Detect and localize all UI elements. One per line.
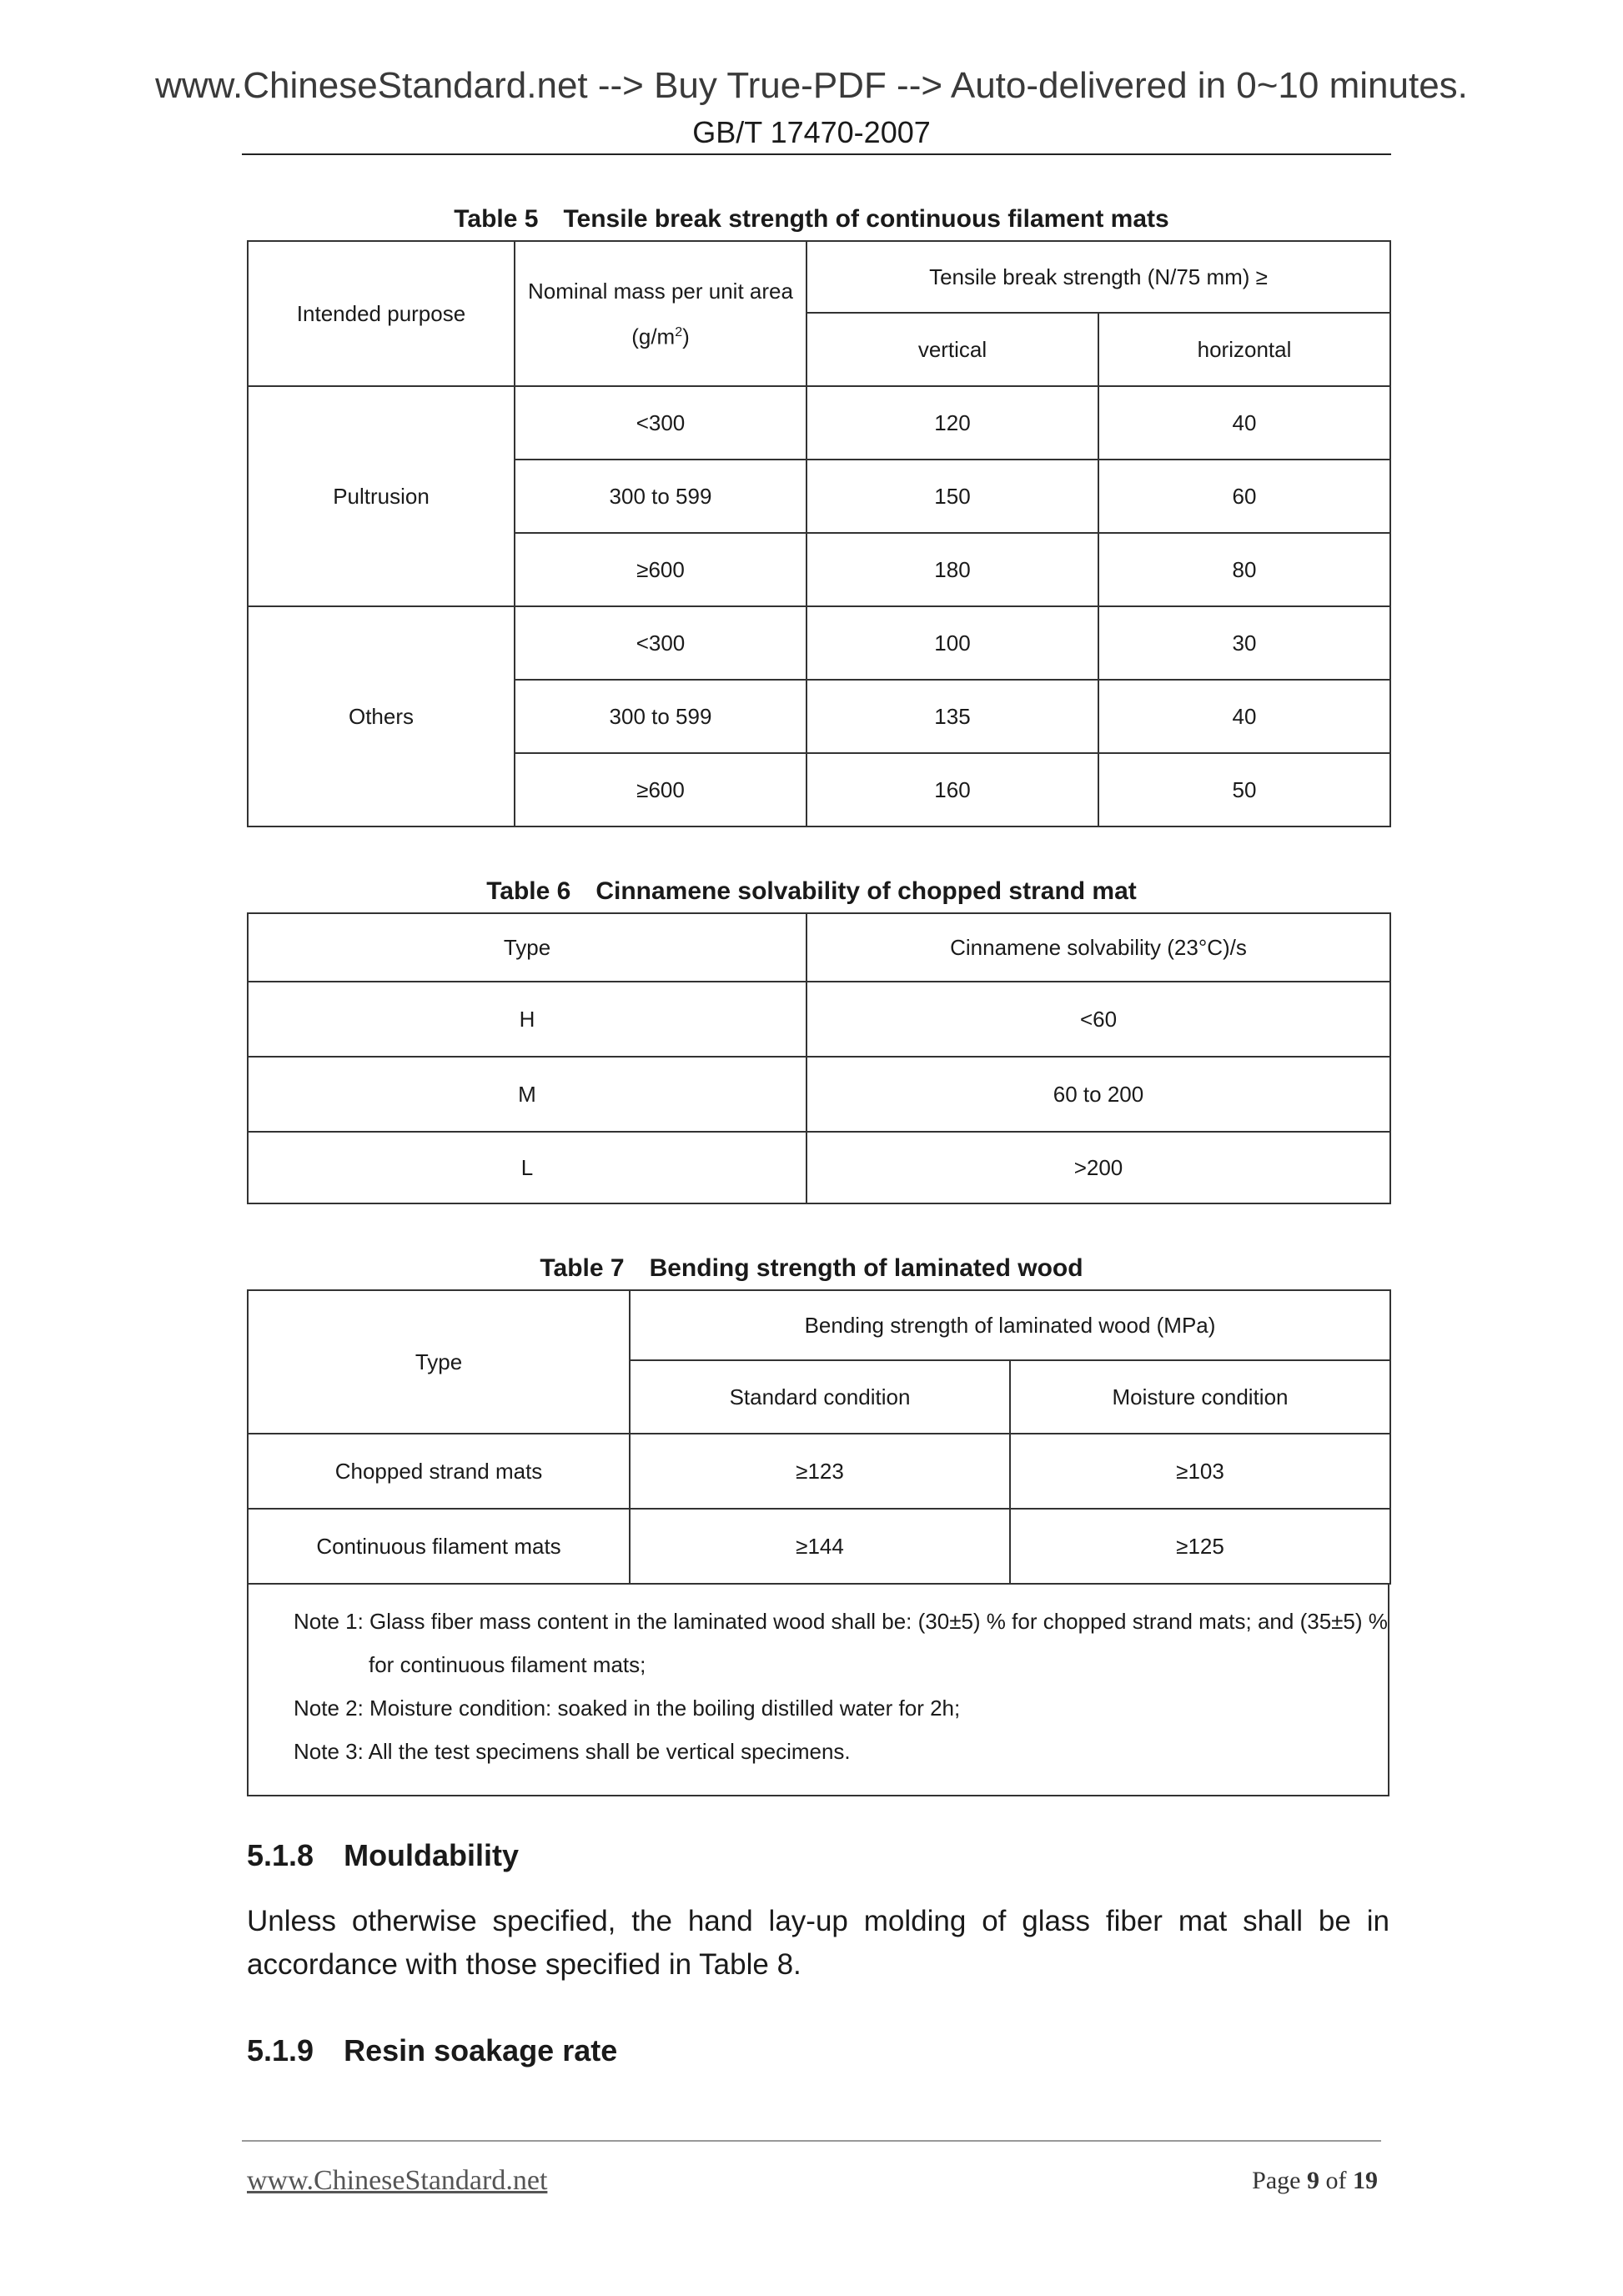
page-total: 19: [1353, 2167, 1378, 2194]
table5-horizontal-cell: 80: [1098, 533, 1390, 606]
table6-number: Table 6: [486, 877, 571, 905]
table7-type-cell: Continuous filament mats: [248, 1509, 630, 1584]
table5-header-vertical: vertical: [806, 313, 1098, 386]
table5-horizontal-cell: 50: [1098, 753, 1390, 826]
table5-header-mass: [515, 241, 806, 386]
section-title: Resin soakage rate: [344, 2033, 618, 2067]
page-word: Page: [1252, 2167, 1301, 2194]
table5-mass-cell: ≥600: [515, 753, 806, 826]
table6-type-cell: M: [248, 1057, 806, 1132]
table6-header-solvability: Cinnamene solvability (23°C)/s: [806, 913, 1390, 982]
table5-header-purpose: Intended purpose: [248, 241, 515, 386]
table6-value-cell: 60 to 200: [806, 1057, 1390, 1132]
table6-caption: [0, 877, 1623, 906]
table5-header-horizontal: horizontal: [1098, 313, 1390, 386]
body-paragraph: Unless otherwise specified, the hand lay-up molding of glass fiber mat shall be in accordance with those specified in Table 8.: [247, 1905, 1389, 1981]
table7-moisture-cell: ≥103: [1010, 1434, 1390, 1509]
table5-horizontal-cell: 40: [1098, 386, 1390, 460]
table6-header-row: [248, 913, 1390, 982]
table5-mass-cell: ≥600: [515, 533, 806, 606]
table5-vertical-cell: 120: [806, 386, 1098, 460]
table5-header-row: [248, 241, 1390, 313]
table5-mass-cell: 300 to 599: [515, 680, 806, 753]
table5-mass-cell: 300 to 599: [515, 460, 806, 533]
table7-header-row: [248, 1290, 1390, 1360]
table5-mass-cell: <300: [515, 386, 806, 460]
table5-header-strength: Tensile break strength (N/75 mm) ≥: [806, 241, 1390, 313]
table5-header-mass-sup: 2: [675, 324, 683, 339]
table7-header-type: Type: [248, 1290, 630, 1434]
section-number: 5.1.9: [247, 2033, 314, 2067]
table5-mass-cell: <300: [515, 606, 806, 680]
table7-number: Table 7: [540, 1254, 625, 1282]
table5-vertical-cell: 160: [806, 753, 1098, 826]
note-3: Note 3: All the test specimens shall be vertical specimens.: [294, 1739, 851, 1764]
table7-header-standard: Standard condition: [630, 1360, 1010, 1434]
table7: [247, 1289, 1391, 1585]
table5-horizontal-cell: 30: [1098, 606, 1390, 680]
table7-notes: [247, 1583, 1389, 1796]
table5-number: Table 5: [454, 205, 539, 233]
table5-purpose-cell: Pultrusion: [248, 386, 515, 606]
table7-type-cell: Chopped strand mats: [248, 1434, 630, 1509]
table6-value-cell: >200: [806, 1132, 1390, 1203]
table5-vertical-cell: 150: [806, 460, 1098, 533]
footer-site-link[interactable]: www.ChineseStandard.net: [247, 2165, 548, 2196]
table7-moisture-cell: ≥125: [1010, 1509, 1390, 1584]
section-title: Mouldability: [344, 1838, 520, 1872]
table5-horizontal-cell: 60: [1098, 460, 1390, 533]
table-row: [248, 386, 1390, 460]
table6-type-cell: L: [248, 1132, 806, 1203]
table-row: [248, 1434, 1390, 1509]
footer-divider: [242, 2140, 1381, 2142]
table-row: [248, 606, 1390, 680]
table6-value-cell: <60: [806, 982, 1390, 1057]
table7-standard-cell: ≥123: [630, 1434, 1010, 1509]
section-heading-518: [247, 1838, 519, 1873]
note-1: Note 1: Glass fiber mass content in the laminated wood shall be: (30±5) % for chopped strand mats; and (35±5) %: [294, 1609, 1388, 1634]
table7-standard-cell: ≥144: [630, 1509, 1010, 1584]
table-row: [248, 1509, 1390, 1584]
table5-vertical-cell: 100: [806, 606, 1098, 680]
section-number: 5.1.8: [247, 1838, 314, 1872]
table6: [247, 912, 1391, 1204]
table5: [247, 240, 1391, 827]
table-row: [248, 982, 1390, 1057]
table5-header-mass-unit: (g/m: [631, 324, 676, 349]
table5-purpose-cell: Others: [248, 606, 515, 826]
page-number: [1168, 2167, 1378, 2195]
table-row: [248, 1057, 1390, 1132]
table-row: [248, 1132, 1390, 1203]
table6-title: Cinnamene solvability of chopped strand mat: [595, 877, 1137, 905]
table5-caption: [0, 205, 1623, 234]
table5-horizontal-cell: 40: [1098, 680, 1390, 753]
table6-type-cell: H: [248, 982, 806, 1057]
standard-code: GB/T 17470-2007: [692, 115, 931, 149]
table5-header-mass-close: ): [682, 324, 690, 349]
header-divider: [242, 153, 1391, 155]
page-current: 9: [1307, 2167, 1319, 2194]
table6-header-type: Type: [248, 913, 806, 982]
table7-header-moisture: Moisture condition: [1010, 1360, 1390, 1434]
table7-title: Bending strength of laminated wood: [649, 1254, 1083, 1282]
table5-header-mass-label: Nominal mass per unit area: [528, 278, 793, 304]
note-2: Note 2: Moisture condition: soaked in the boiling distilled water for 2h;: [294, 1696, 961, 1721]
table5-vertical-cell: 180: [806, 533, 1098, 606]
table5-vertical-cell: 135: [806, 680, 1098, 753]
table7-header-bending: Bending strength of laminated wood (MPa): [630, 1290, 1390, 1360]
section-heading-519: [247, 2033, 617, 2068]
note-1-continued: for continuous filament mats;: [369, 1652, 646, 1677]
table5-title: Tensile break strength of continuous filament mats: [563, 205, 1169, 233]
page-of: of: [1325, 2167, 1347, 2194]
header-banner[interactable]: www.ChineseStandard.net --> Buy True-PDF --> Auto-delivered in 0~10 minutes.: [155, 65, 1468, 106]
table7-caption: [0, 1254, 1623, 1283]
